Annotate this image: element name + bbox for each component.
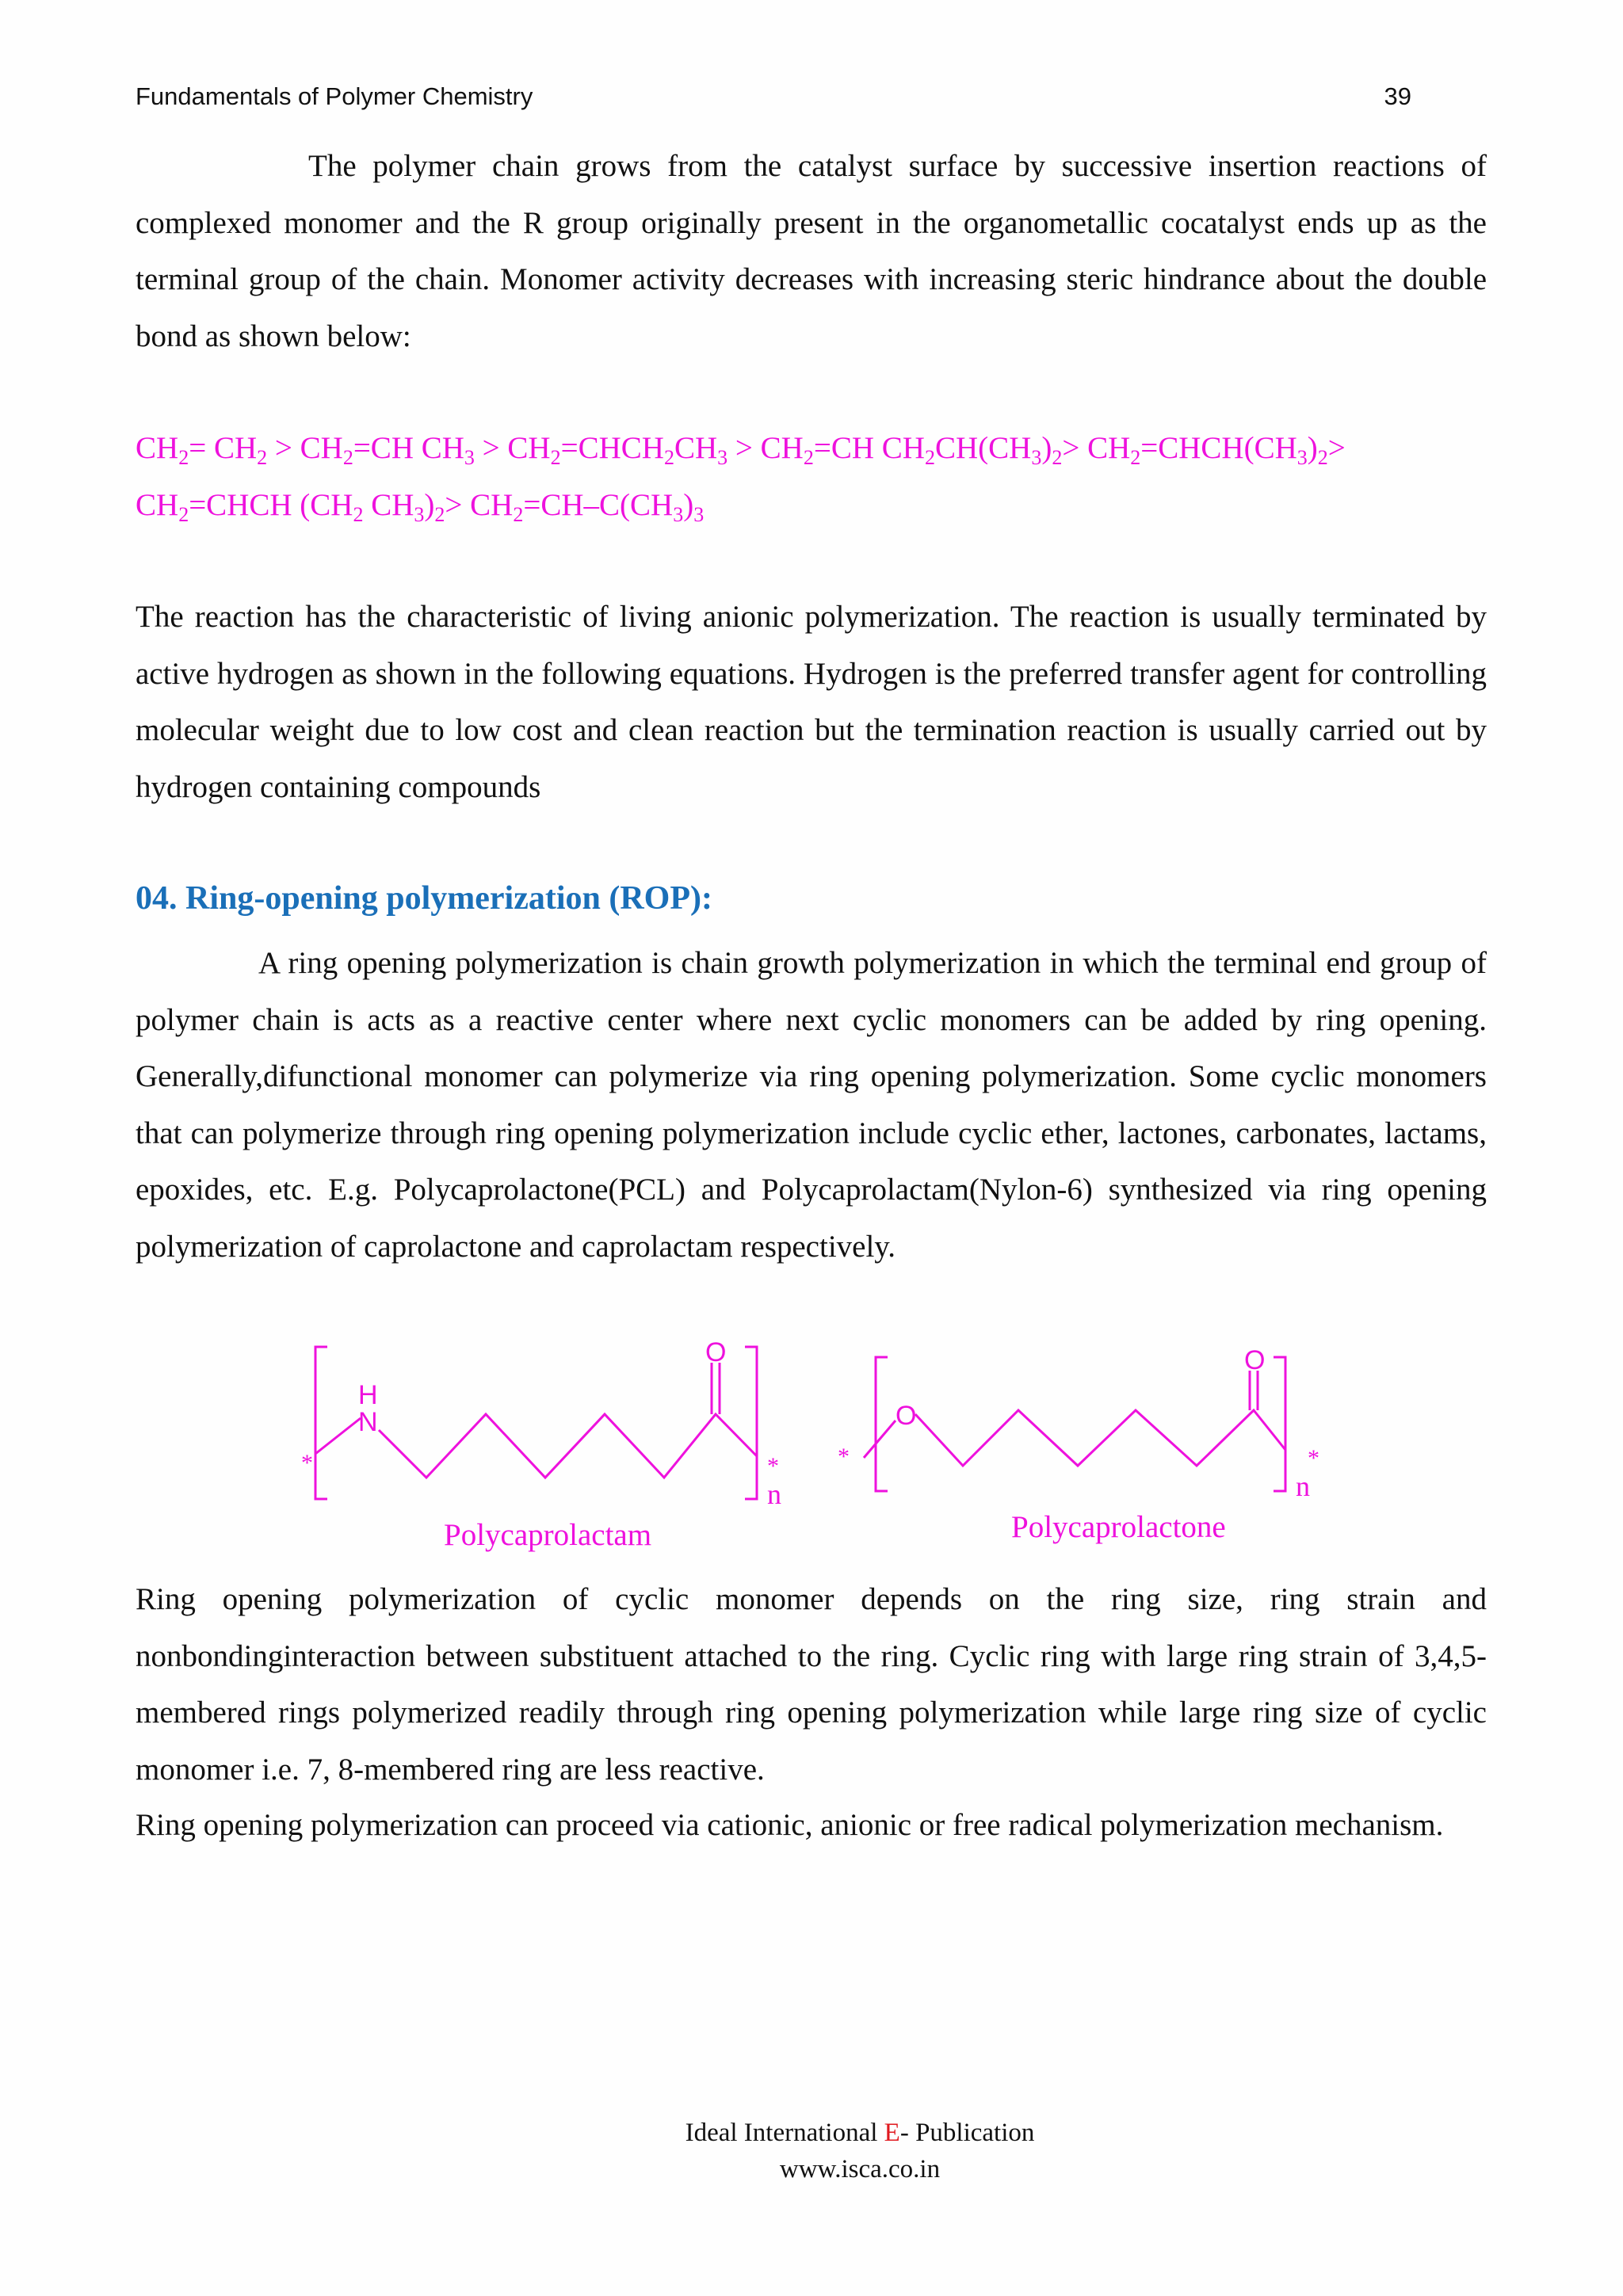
polycaprolactone-atom-o: O — [1244, 1345, 1266, 1375]
polymer-structures-figure — [0, 1315, 1623, 1569]
paragraph-ring-size: Ring opening polymerization of cyclic monomer depends on the ring size, ring strain and nonbondinginteraction between substituent attached to the ring. Cyclic ring with large ring strain of 3,4,5-membered rings polymerized readily through ring opening polymerization while large ring size of cyclic monomer i.e. 7, 8-membered ring are less reactive. — [136, 1582, 1487, 1787]
paragraph-mechanism: Ring opening polymerization can proceed via cationic, anionic or free radical polymerization mechanism. — [136, 1808, 1444, 1842]
footer-website: www.isca.co.in — [779, 2155, 941, 2183]
polycaprolactam-label: Polycaprolactam — [444, 1518, 652, 1552]
polycaprolactone-atom-o-ester: O — [896, 1401, 917, 1431]
polycaprolactam-left-bracket — [315, 1347, 327, 1499]
polycaprolactone-left-bracket — [876, 1357, 888, 1491]
footer-publisher: Ideal International E- Publication — [685, 2119, 1035, 2147]
polycaprolactam-backbone — [379, 1414, 757, 1478]
polycaprolactam-right-bracket — [745, 1347, 757, 1499]
polycaprolactone-structure — [864, 1357, 1285, 1491]
polycaprolactam-chain — [315, 1418, 361, 1454]
paragraph-catalyst-growth: The polymer chain grows from the catalyst surface by successive insertion reactions of complexed monomer and the R group originally present in the organometallic cocatalyst ends up as the terminal group of the chain. Monomer activity decreases with increasing steric hindrance about the double bond as shown below: — [136, 149, 1487, 353]
page-number: 39 — [1384, 82, 1411, 110]
polycaprolactam-star-right: * — [767, 1453, 779, 1479]
polycaprolactam-repeat-n: n — [767, 1478, 781, 1510]
polycaprolactam-atom-n: N — [358, 1407, 378, 1437]
polycaprolactone-star-right: * — [1308, 1445, 1319, 1471]
polycaprolactone-star-left: * — [838, 1444, 850, 1470]
running-header — [136, 82, 1411, 111]
footer-e-accent: E — [884, 2119, 900, 2147]
paragraph-termination: The reaction has the characteristic of living anionic polymerization. The reaction is usually terminated by active hydrogen as shown in the following equations. Hydrogen is the preferred transfer agent for controlling molecular weight due to low cost and clean reaction but the termination reaction is usually carried out by hydrogen containing compounds — [136, 600, 1487, 804]
section-heading-rop: 04. Ring-opening polymerization (ROP): — [136, 880, 712, 917]
polycaprolactone-repeat-n: n — [1296, 1470, 1310, 1502]
polycaprolactam-atom-h: H — [358, 1380, 378, 1410]
polycaprolactam-structure — [315, 1347, 757, 1499]
paragraph-rop-definition: A ring opening polymerization is chain growth polymerization in which the terminal end group of polymer chain is acts as a reactive center where next cyclic monomers can be added by ring opening. Generally,difunctional monomer can polymerize via ring opening polymerization. Some cyclic monomers that can polymerize through ring opening polymerization include cyclic ether, lactones, carbonates, lactams, epoxides, etc. E.g. Polycaprolactone(PCL) and Polycaprolactam(Nylon-6) synthesized via ring opening polymerization of caprolactone and caprolactam respectively. — [136, 946, 1487, 1264]
polycaprolactone-chain — [864, 1421, 896, 1458]
book-title: Fundamentals of Polymer Chemistry — [136, 82, 533, 110]
polycaprolactam-atom-o: O — [705, 1337, 727, 1367]
polycaprolactone-right-bracket — [1274, 1357, 1285, 1491]
polycaprolactam-star-left: * — [301, 1450, 313, 1476]
polycaprolactone-label: Polycaprolactone — [1011, 1510, 1226, 1544]
polycaprolactone-backbone — [915, 1410, 1285, 1466]
monomer-activity-formula: $CH_2= CH_2 > CH_2=CH$ $CH_3$ > $CH_2=CHCH_2CH_3 > CH_2=CH$ $CH_2CH(CH_3)_2>$ $CH_2=CHCH(CH_3)_2>$ $CH_2=CHCH$ ($CH_2$ $CH_3)_2> CH_2=CH-C(CH_3)_3$ — [136, 431, 1346, 526]
